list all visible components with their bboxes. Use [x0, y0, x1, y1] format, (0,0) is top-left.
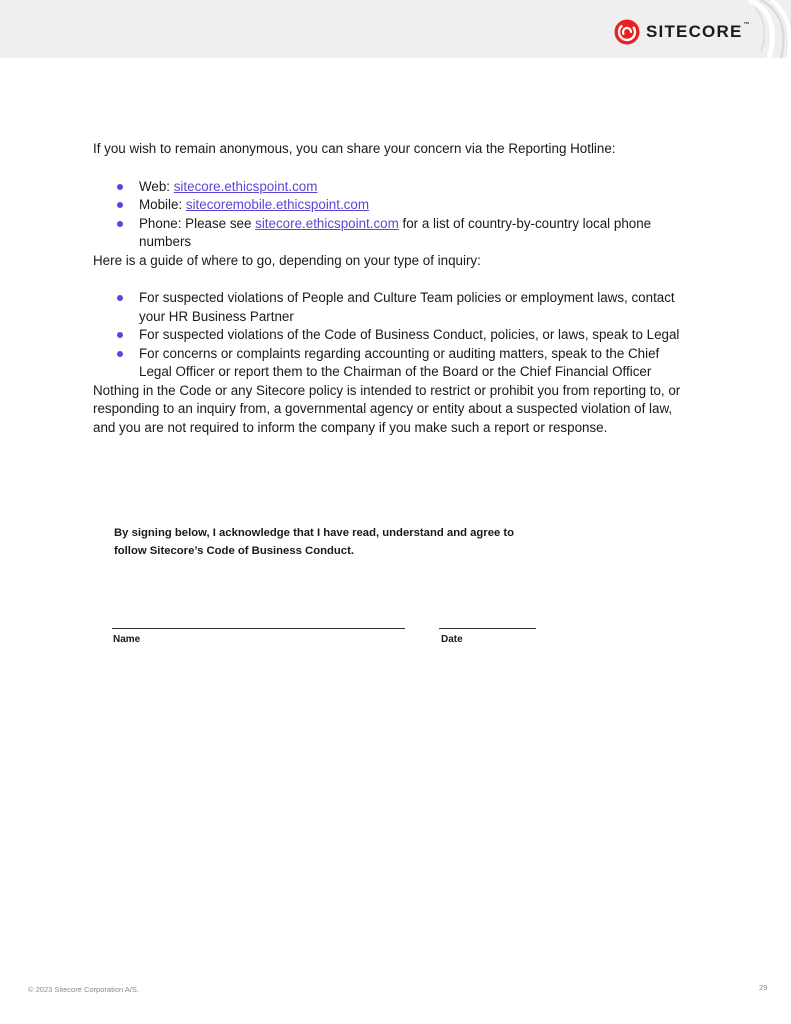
guide-intro-paragraph: Here is a guide of where to go, depending on your type of inquiry:: [93, 252, 481, 268]
page-header: [0, 0, 791, 58]
sitecore-logo-icon: [614, 19, 640, 45]
brand-name: SITECORE™: [646, 22, 751, 41]
acknowledgement-text: By signing below, I acknowledge that I have read, understand and agree to follow Sitecore’s Code of Business Conduct.: [114, 527, 515, 557]
phone-info-link[interactable]: sitecore.ethicspoint.com: [255, 215, 399, 231]
list-item: Phone: Please see sitecore.ethicspoint.com for a list of country-by-country local phone numbers: [93, 215, 693, 252]
main-content: [93, 140, 693, 437]
hotline-list: [93, 178, 693, 252]
guide-list: [93, 289, 693, 382]
reporting-rights-paragraph: Nothing in the Code or any Sitecore policy is intended to restrict or prohibit you from reporting to, or responding to an inquiry from, a governmental agency or entity about a suspected violation of law, and you are not required to inform the company if you make such a report or response.: [93, 382, 681, 435]
list-item: For suspected violations of People and Culture Team policies or employment laws, contact your HR Business Partner: [93, 289, 693, 326]
name-label: Name: [113, 634, 141, 645]
list-item: For concerns or complaints regarding accounting or auditing matters, speak to the Chief Legal Officer or report them to the Chairman of the Board or the Chief Financial Officer: [93, 345, 693, 382]
list-item: Mobile: sitecoremobile.ethicspoint.com: [93, 196, 693, 215]
mobile-link[interactable]: sitecoremobile.ethicspoint.com: [185, 197, 369, 212]
list-item: Web: sitecore.ethicspoint.com: [93, 178, 693, 197]
list-item: For suspected violations of the Code of Business Conduct, policies, or laws, speak to Legal: [93, 326, 693, 345]
intro-paragraph: If you wish to remain anonymous, you can share your concern via the Reporting Hotline:: [93, 141, 616, 156]
date-label: Date: [441, 634, 463, 645]
web-link[interactable]: sitecore.ethicspoint.com: [173, 178, 318, 194]
date-signature-line[interactable]: [439, 628, 536, 629]
copyright-footer: © 2023 Sitecore Corporation A/S.: [28, 985, 140, 994]
page-number: 29: [759, 983, 768, 992]
name-signature-line[interactable]: [112, 628, 405, 629]
decorative-swirl-icon: [731, 0, 791, 58]
